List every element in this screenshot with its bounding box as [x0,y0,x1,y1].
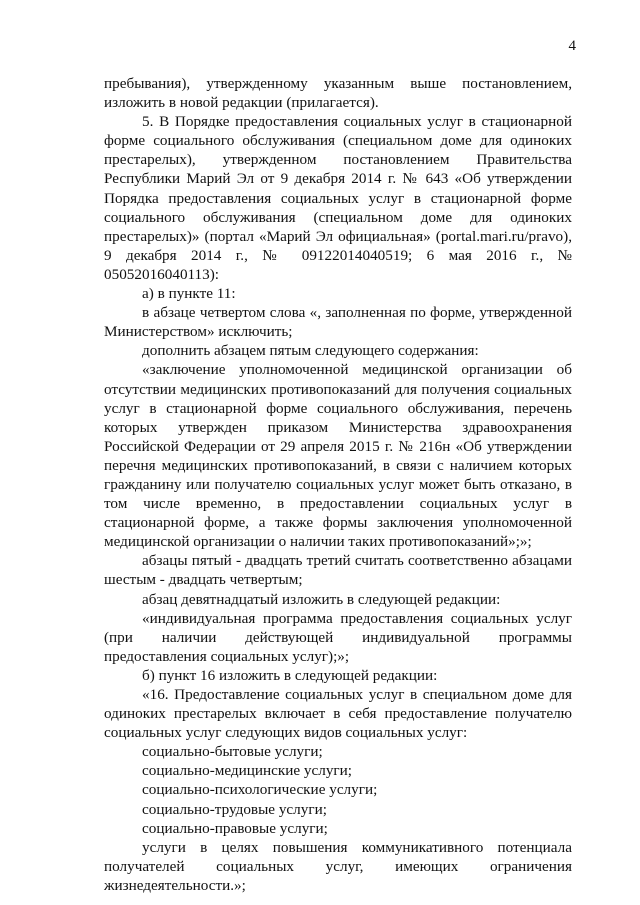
paragraph: «16. Предоставление социальных услуг в специальном доме для одиноких престарелых включает в себя предоставление получателю социальных услуг следующих видов социальных услуг: [104,686,572,742]
list-item: социально-психологические услуги; [142,781,378,799]
paragraph: 5. В Порядке предоставления социальных услуг в стационарной форме социального обслуживания (специальном доме для одиноких престарелых), утвержденном постановлением Правительства Республики Марий Эл от 9 декабря 2014 г. № 643 «Об утверждении Порядка предоставления социальных услуг в стационарной форме социального обслуживания (специальном доме для одиноких престарелых)» (портал «Марий Эл официальная» (portal.mari.ru/pravo), 9 декабря 2014 г., № 09122014040519; 6 мая 2016 г., № 05052016040113): [104,113,572,283]
list-item: услуги в целях повышения коммуникативного потенциала получателей социальных услуг, имеющих ограничения жизнедеятельности.»; [104,838,572,894]
paragraph: абзац девятнадцатый изложить в следующей редакции: [142,590,501,608]
paragraph: пребывания), утвержденному указанным выше постановлением, изложить в новой редакции (прилагается). [104,75,572,112]
paragraph: а) в пункте 11: [142,285,236,303]
list-item: социально-медицинские услуги; [142,762,353,780]
list-item: социально-трудовые услуги; [142,800,327,818]
document-body [104,74,572,895]
list-item: социально-правовые услуги; [142,819,328,837]
paragraph: б) пункт 16 изложить в следующей редакции: [142,666,438,684]
list-item: социально-бытовые услуги; [142,743,323,761]
page-number: 4 [568,38,576,54]
paragraph: дополнить абзацем пятым следующего содержания: [142,342,479,360]
paragraph: «заключение уполномоченной медицинской организации об отсутствии медицинских противопоказаний для получения социальных услуг в стационарной форме социального обслуживания, перечень которых утвержден приказом Министерства здравоохранения Российской Федерации от 29 апреля 2015 г. № 216н «Об утверждении перечня медицинских противопоказаний, в связи с наличием которых гражданину или получателю социальных услуг может быть отказано, в том числе временно, в предоставлении социальных услуг в стационарной форме, а также формы заключения уполномоченной медицинской организации о наличии таких противопоказаний»;»; [104,361,572,551]
paragraph: абзацы пятый - двадцать третий считать соответственно абзацами шестым - двадцать четвертым; [104,552,572,589]
paragraph: в абзаце четвертом слова «, заполненная по форме, утвержденной Министерством» исключить; [104,304,572,341]
paragraph: «индивидуальная программа предоставления социальных услуг (при наличии действующей индивидуальной программы предоставления социальных услуг);»; [104,609,572,665]
